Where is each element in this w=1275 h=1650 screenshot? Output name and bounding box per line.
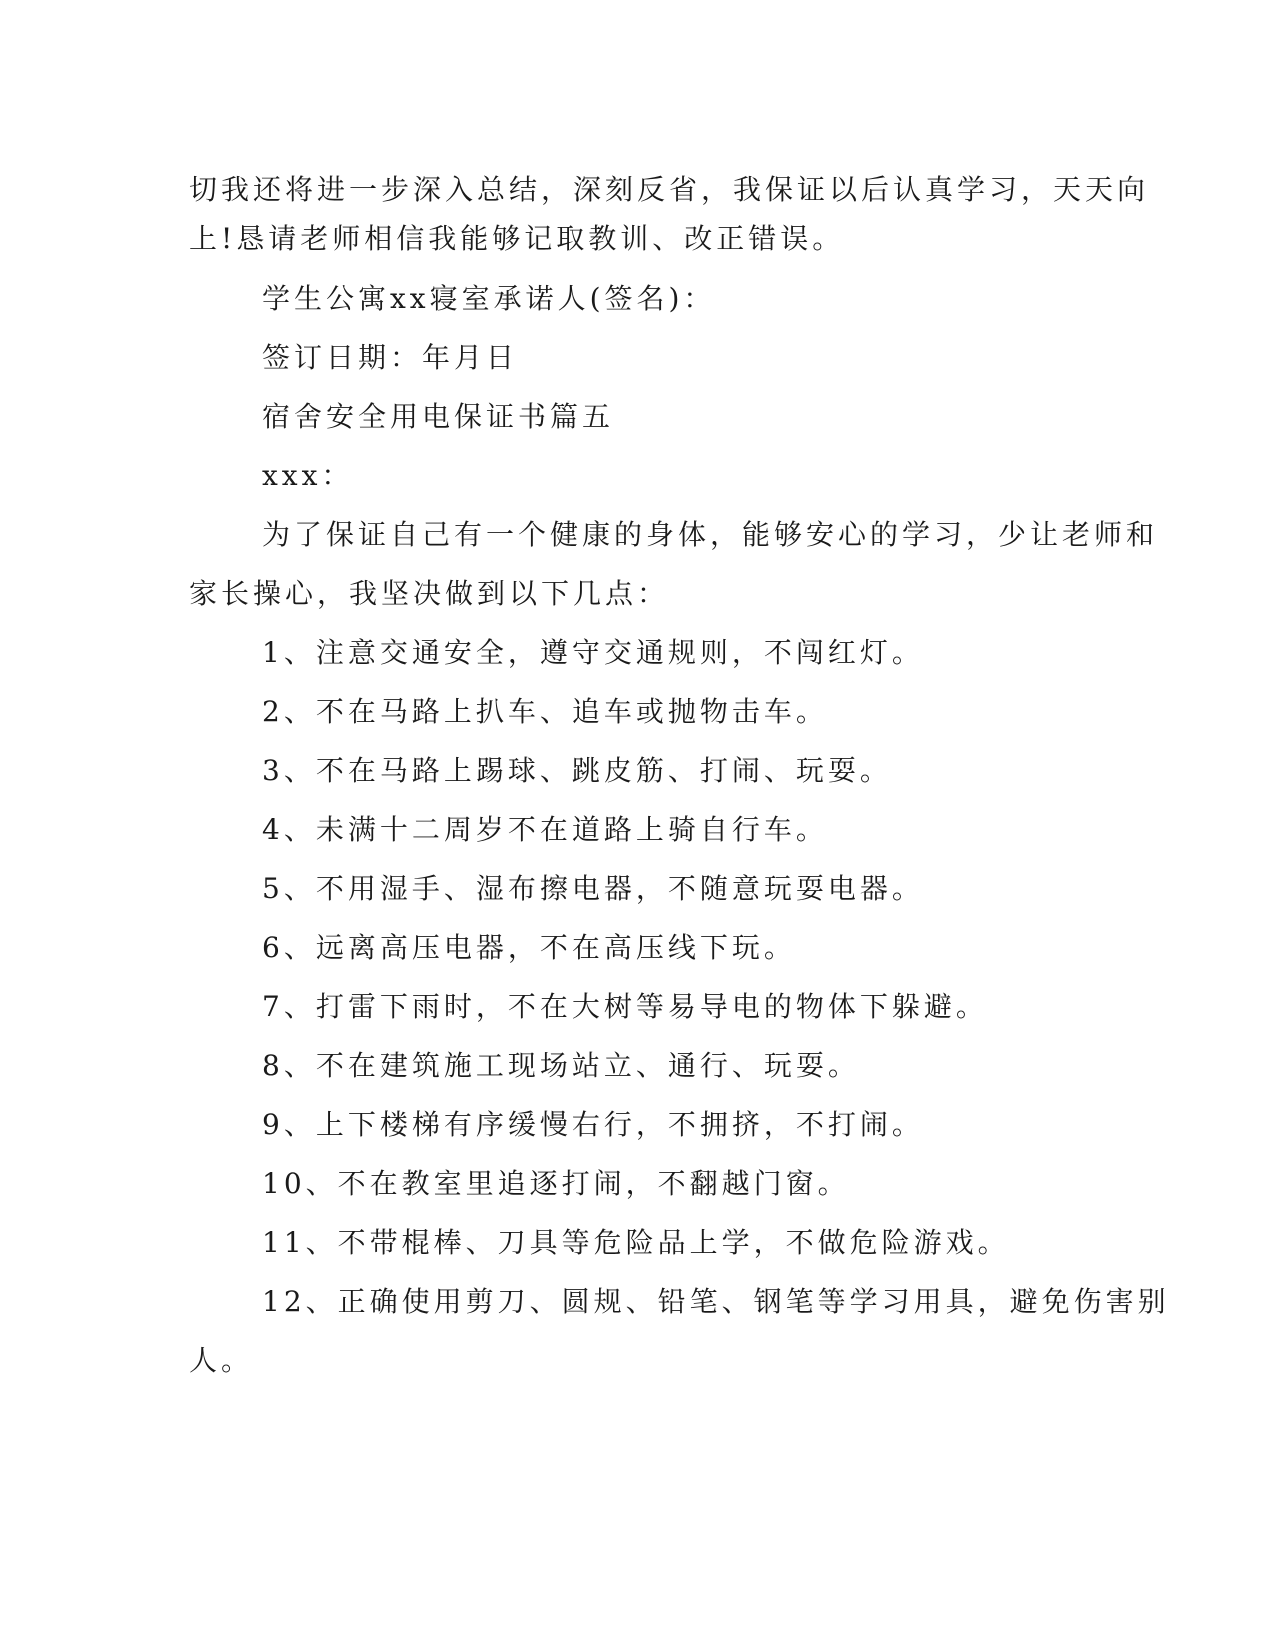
- section-title: 宿舍安全用电保证书篇五: [262, 400, 615, 433]
- list-item: 7、打雷下雨时，不在大树等易导电的物体下躲避。: [262, 990, 988, 1023]
- text-line: 家长操心，我坚决做到以下几点：: [189, 577, 670, 610]
- text-line: 切我还将进一步深入总结，深刻反省，我保证以后认真学习，天天向: [189, 173, 1150, 206]
- signature-line: 学生公寓xx寝室承诺人(签名)：: [262, 282, 716, 315]
- list-item: 10、不在教室里追逐打闹，不翻越门窗。: [262, 1167, 850, 1200]
- list-item: 12、正确使用剪刀、圆规、铅笔、钢笔等学习用具，避免伤害别: [262, 1285, 1170, 1318]
- list-item: 6、远离高压电器，不在高压线下玩。: [262, 931, 796, 964]
- list-item: 8、不在建筑施工现场站立、通行、玩耍。: [262, 1049, 860, 1082]
- list-item: 3、不在马路上踢球、跳皮筋、打闹、玩耍。: [262, 754, 892, 787]
- text-line: 为了保证自己有一个健康的身体，能够安心的学习，少让老师和: [262, 518, 1159, 551]
- list-item: 5、不用湿手、湿布擦电器，不随意玩耍电器。: [262, 872, 924, 905]
- text-line: 上!恳请老师相信我能够记取教训、改正错误。: [189, 222, 845, 255]
- text-line: 人。: [189, 1344, 254, 1377]
- list-item: 1、注意交通安全，遵守交通规则，不闯红灯。: [262, 636, 924, 669]
- list-item: 4、未满十二周岁不在道路上骑自行车。: [262, 813, 828, 846]
- date-line: 签订日期：年月日: [262, 341, 519, 374]
- list-item: 9、上下楼梯有序缓慢右行，不拥挤，不打闹。: [262, 1108, 924, 1141]
- salutation: xxx：: [262, 459, 354, 492]
- list-item: 11、不带棍棒、刀具等危险品上学，不做危险游戏。: [262, 1226, 1010, 1259]
- list-item: 2、不在马路上扒车、追车或抛物击车。: [262, 695, 828, 728]
